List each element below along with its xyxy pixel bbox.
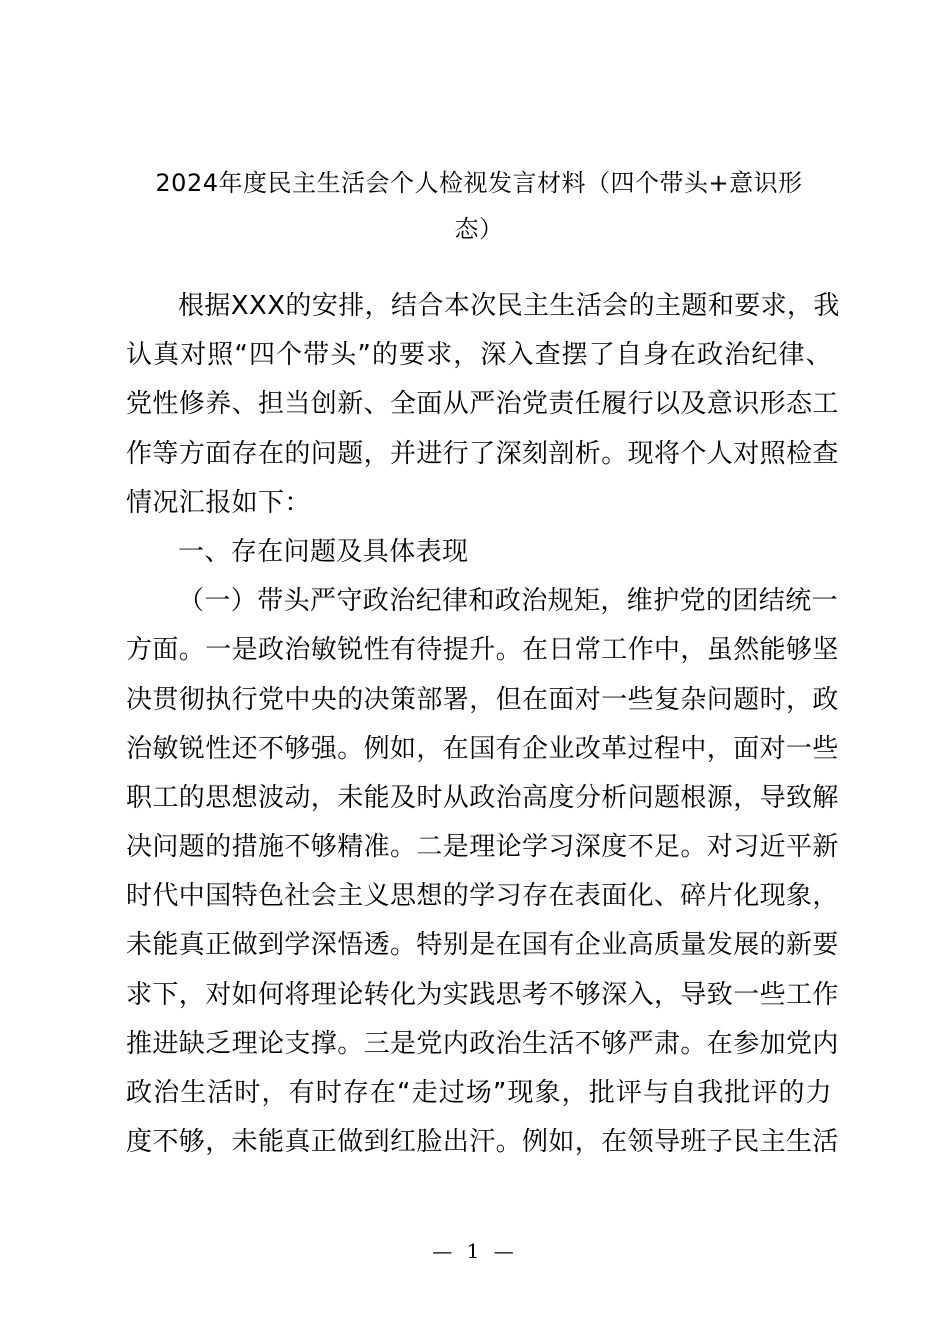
text-line: 情况汇报如下：: [126, 487, 311, 518]
text-line: 党性修养、担当创新、全面从严治党责任履行以及意识形态工: [126, 389, 839, 420]
text-line: 决贯彻执行党中央的决策部署，但在面对一些复杂问题时，政: [126, 684, 839, 715]
text-line: 度不够，未能真正做到红脸出汗。例如，在领导班子民主生活: [126, 1127, 839, 1158]
text-line: 推进缺乏理论支撑。三是党内政治生活不够严肃。在参加党内: [126, 1028, 839, 1059]
text-line: 方面。一是政治敏锐性有待提升。在日常工作中，虽然能够坚: [126, 635, 839, 666]
text-line: 决问题的措施不够精准。二是理论学习深度不足。对习近平新: [126, 832, 839, 863]
paragraph-section-1: [126, 577, 839, 1167]
document-body: [126, 282, 840, 1167]
title-line-1: 2024年度民主生活会个人检视发言材料（四个带头+意识形: [155, 169, 803, 197]
text-line: 认真对照“四个带头”的要求，深入查摆了自身在政治纪律、: [126, 340, 832, 371]
text-line: 治敏锐性还不够强。例如，在国有企业改革过程中，面对一些: [126, 733, 839, 764]
text-line: （一）带头严守政治纪律和政治规矩，维护党的团结统一: [178, 586, 839, 617]
text-line: 作等方面存在的问题，并进行了深刻剖析。现将个人对照检查: [126, 438, 839, 469]
title-line-2: 态）: [454, 215, 504, 243]
paragraph-intro: [126, 282, 840, 528]
text-line: 未能真正做到学深悟透。特别是在国有企业高质量发展的新要: [126, 930, 839, 961]
page-number: — 1 —: [432, 1239, 518, 1263]
text-line: 求下，对如何将理论转化为实践思考不够深入，导致一些工作: [126, 979, 839, 1010]
document-title: [126, 160, 832, 252]
heading-text: 一、存在问题及具体表现: [178, 536, 469, 567]
text-line: 政治生活时，有时存在“走过场”现象，批评与自我批评的力: [126, 1078, 832, 1108]
text-line: 时代中国特色社会主义思想的学习存在表面化、碎片化现象，: [126, 881, 839, 912]
text-line: 根据XXX的安排，结合本次民主生活会的主题和要求，我: [178, 291, 840, 321]
text-line: 职工的思想波动，未能及时从政治高度分析问题根源，导致解: [126, 782, 839, 813]
section-heading: [126, 528, 832, 577]
